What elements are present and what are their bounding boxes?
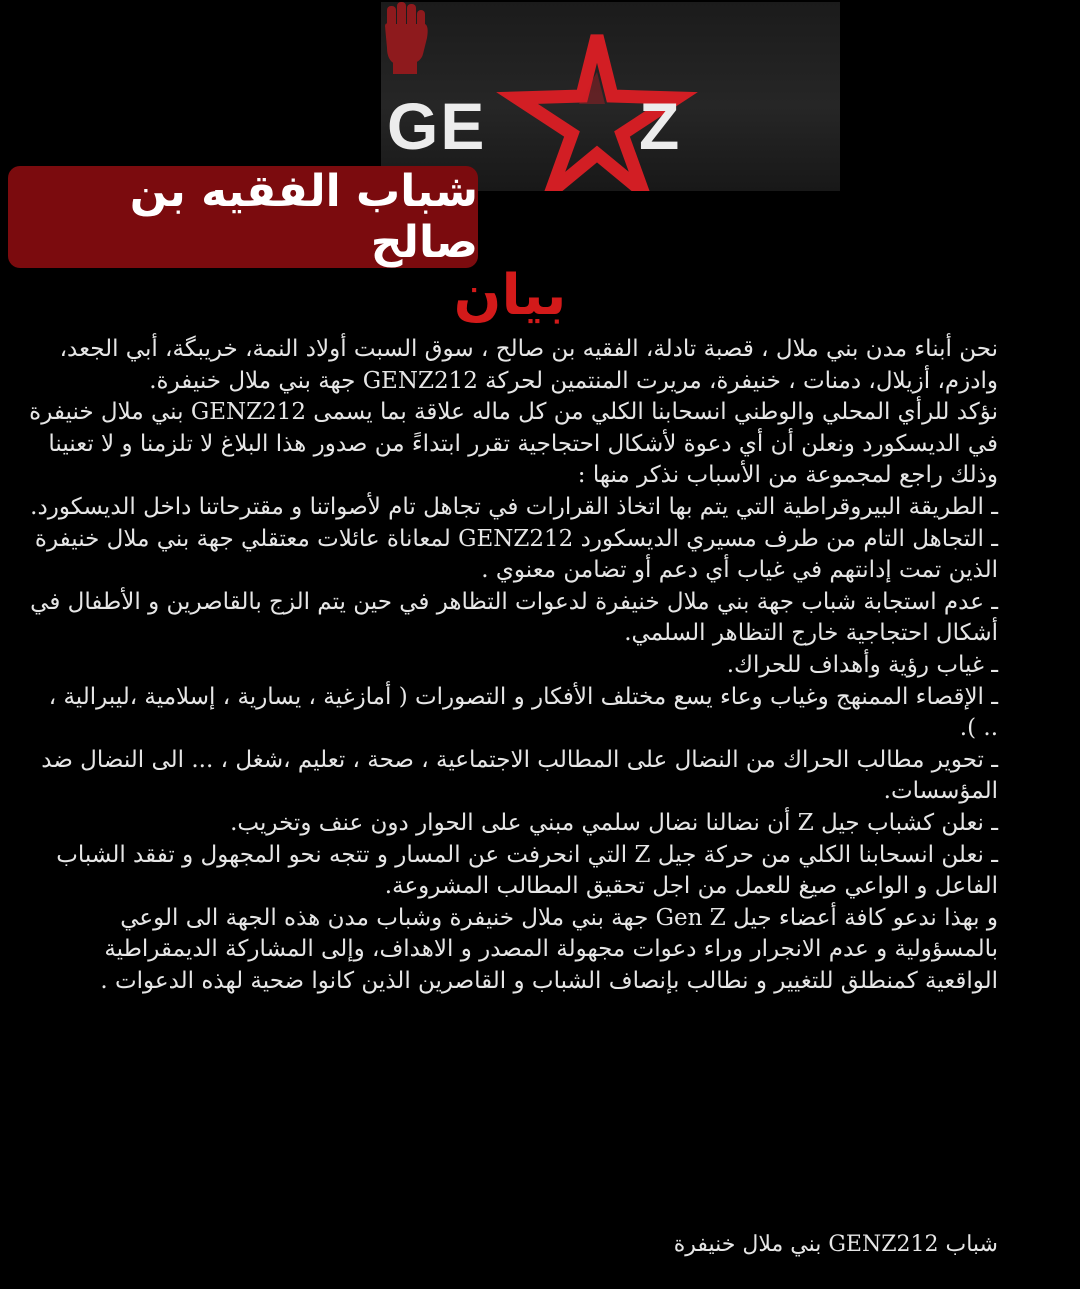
statement-paragraph: ـ تحوير مطالب الحراك من النضال على المطالب الاجتماعية ، صحة ، تعليم ،شغل ، ... الى النضال ضد المؤسسات.	[41, 746, 998, 805]
statement-paragraph: ـ نعلن كشباب جيل Z أن نضالنا نضال سلمي مبني على الحوار دون عنف وتخريب.	[230, 809, 998, 836]
logo-text-z: Z	[639, 89, 682, 163]
statement-title: بيان	[453, 263, 567, 328]
logo-text-ge: GE	[387, 89, 487, 163]
raised-fist-icon	[381, 2, 433, 74]
statement-paragraph: نحن أبناء مدن بني ملال ، قصبة تادلة، الفقيه بن صالح ، سوق السبت أولاد النمة، خريبگة، أبي الجعد، وادزم، أزيلال، دمنات ، خنيفرة، مريرت المنتمين لحركة GENZ212 جهة بني ملال خنيفرة.	[59, 336, 998, 394]
statement-paragraph: ـ الطريقة البيروقراطية التي يتم بها اتخاذ القرارات في تجاهل تام لأصواتنا و مقترحاتنا داخل الديسكورد.	[30, 493, 998, 520]
statement-body	[28, 334, 998, 997]
statement-paragraph: ـ عدم استجابة شباب جهة بني ملال خنيفرة لدعوات التظاهر في حين يتم الزج بالقاصرين و الأطفال في أشكال احتجاجية خارج التظاهر السلمي.	[30, 588, 998, 647]
statement-paragraph: نؤكد للرأي المحلي والوطني انسحابنا الكلي من كل ماله علاقة بما يسمى GENZ212 بني ملال خنيفرة في الديسكورد ونعلن أن أي دعوة لأشكال احتجاجية تقرر ابتداءً من صدور هذا البلاغ لا تلزمنا و لا تعنينا وذلك راجع لمجموعة من الأسباب نذكر منها :	[29, 399, 998, 489]
channel-tag-label: شباب الفقيه بن صالح	[129, 166, 478, 268]
genz-logo-banner	[381, 2, 840, 191]
statement-paragraph: ـ غياب رؤية وأهداف للحراك.	[726, 651, 998, 678]
statement-paragraph: و بهذا ندعو كافة أعضاء جيل Gen Z جهة بني ملال خنيفرة وشباب مدن هذه الجهة الى الوعي بالمسؤولية و عدم الانجرار وراء دعوات مجهولة المصدر و الاهداف، وإلى المشاركة الديمقراطية الواقعية كمنطلق للتغيير و نطالب بإنصاف الشباب و القاصرين الذين كانوا ضحية لهذه الدعوات .	[100, 904, 998, 994]
statement-signature: شباب GENZ212 بني ملال خنيفرة	[673, 1232, 998, 1257]
statement-paragraph: ـ الإقصاء الممنهج وغياب وعاء يسع مختلف الأفكار و التصورات ( أمازغية ، يسارية ، إسلامية ،ليبرالية ، .. ).	[48, 683, 998, 742]
statement-paragraph: ـ نعلن انسحابنا الكلي من حركة جيل Z التي انحرفت عن المسار و تتجه نحو المجهول و تفقد الشباب الفاعل و الواعي صيغ للعمل من اجل تحقيق المطالب المشروعة.	[56, 841, 998, 900]
statement-paragraph: ـ التجاهل التام من طرف مسيري الديسكورد GENZ212 لمعاناة عائلات معتقلي جهة بني ملال خنيفرة الذين تمت إدانتهم في غياب أي دعم أو تضامن معنوي .	[34, 525, 998, 584]
channel-tag-badge	[8, 166, 478, 268]
